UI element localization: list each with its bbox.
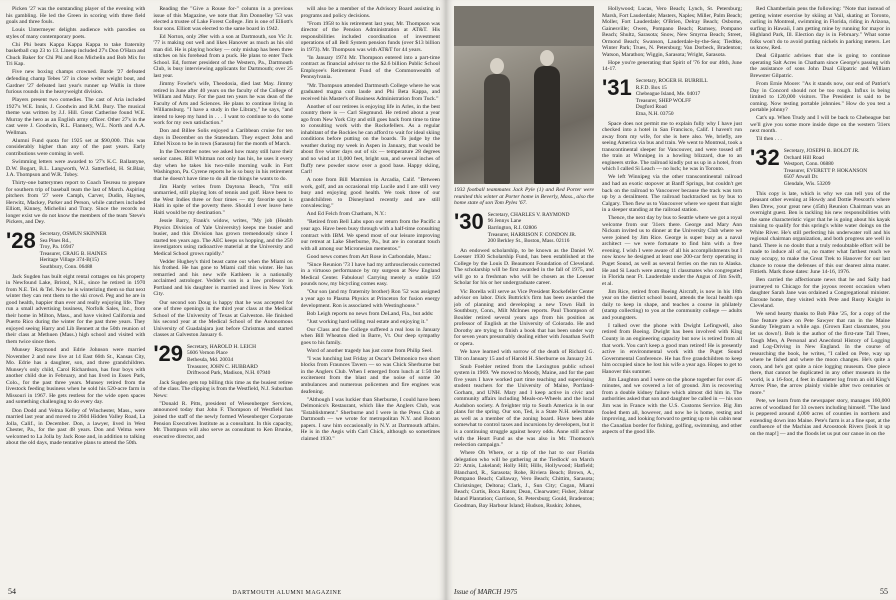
paragraph: Players present two comedies. The cast of Aria included 1927's W.E. Innis, J. Goodwin and R.M. Bury. The musical theme was written by J.J. Hill. Great Catherine found W.E. Murray the hero as an English army officer. Other 27's in the cast were J. Goodwin, R.L. Flannery, W.L. North and A.A. Wellman. xyxy=(6,97,146,136)
right-col-3 xyxy=(750,6,890,576)
paragraph: Alumni Fund quota for 1925 set at $90,000. This was considerably higher than any of the past years. Early contributions were coming in well. xyxy=(6,137,146,157)
class-year: '30 xyxy=(454,208,484,234)
paragraph: We send hearty thanks to Bob Pike '25, for a copy of the fine feature piece on Pete Sawyer that ran in the Maine Sunday Telegram a while ago. (Grown East classmates, you let us down!). Bob is the author of the first-rate Tall Trees, Tough Men, A Personal and Anecdotal History of Logging and Log-Driving in New England. In the course of researching the book, he writes, "I called on Pete, way up where he fished and where the moon changes. He's quite a coon, and he's got quite a nice logging museum. One piece there, that cannot be duplicated in any other museum in the world, is a 16-foot, 4 feet in diameter log from an old King's Arrow Pine, the arrow plainly visible after two centuries or more." xyxy=(750,311,890,396)
magazine-title: DARTMOUTH ALUMNI MAGAZINE xyxy=(232,590,342,596)
paragraph: Chi Phi beats Kappa Kappa Kappa to take fraternity basketball cup 23 to 13. Lineup included 27's Don O'Hara and Chuck Baker for Chi Phi and Ron Michelin and Bob Mix for Tri Kap. xyxy=(6,41,146,68)
paragraph: This copy is late, which is why we can tell you of the pleasant other evening at Howdy and Dottie Prescott's where Ben Drew, your great new (45th) Reunion Chairman was an overnight guest. Ben is tackling his new responsibilities with the same characteristic vigor that he is going about his kayak training to qualify for this spring's white water doings on the White River. He's still perfecting his underwater roll and his regional chairman organization, and both progress are well in hand. There is no doubt that a truly redoubtable effort will be made to induce all of us, no matter what farthest reach we may occupy, to make the Great Trek to Hanover for our last chance to rouse the defenses of this our dearest alma mater. Fittieth. Mark those dates: June 14-16, 1976. xyxy=(750,190,890,276)
officer-line: Troy, Pa. 16947 xyxy=(39,244,74,251)
officer-line: Barrington, R.I. 02806 xyxy=(487,224,537,231)
paragraph: Ed Norton, only 28er with a son at Dartmouth, son Vic Jr. '77 is making out well and likes Hanover as much as his old man did. He is playing hockey — only mishap has been three stitches on his forehead from a puck. He plans to enter Tuck School. Ed, former president of the Western, Pa., Dartmouth Club, is busy interviewing applicants for Dartmouth; over 25 last year. xyxy=(153,33,293,79)
paragraph: Red Chamberlain pens the following: "Note that instead of getting winter exercise by skiing at Vail, skating at Toronto, curling in Montreal, swimming in Florida, riding in Arizona, surfing in Hawaii, I am getting mine by running for mayor in Highland Park, Ill. Election day is in February." What some folks won't do to avoid putting nickels in parking meters. Let us know, Red. xyxy=(750,6,890,52)
paragraph: Pete, we learn from the newspaper story, manages 160,000 acres of woodland for 33 owners including himself. "The land is peppered around 4,000 acres of counties in northern and extending down into Maine. Pete's farm is at a fine spot, at the confluence of the Machias and Aroostook Rivers [look it up on the map!] — and the floods let us put our canoe in on the xyxy=(750,397,890,437)
photo-caption: 1932 football teammates Jack Pyle (1) and Red Porter were reunited this winter at Porter home in Beverly, Mass., also the home state of son Tom Pyles '67. xyxy=(454,187,594,207)
officer-line: 200 Berkley St., Boston, Mass. 02116 xyxy=(487,238,570,245)
class-year: '28 xyxy=(6,228,36,253)
officer-line: 96 Jennys Lane xyxy=(487,218,522,225)
paragraph: will also be a member of the Advisory Board assisting in programs and policy decisions. xyxy=(300,6,440,19)
paragraph: Cat's up. When Trudy and I will be back to Chebeague but we'll give you some more inside dope on the western '31ers next month. xyxy=(750,115,890,135)
officer-line: Treasurer, JOHN C. HUBBARD xyxy=(187,363,258,370)
paragraph: Don and Billee Solis enjoyed a Caribbean cruise for ten days in December on the Statendam. They expect John and Ethel Nixon to be in town (Sarasota) for the month of March. xyxy=(153,128,293,148)
paragraph: Good news comes from Art Rose in Carbondale, Mass.: xyxy=(306,253,432,260)
right-footer xyxy=(454,587,888,596)
officer-line: Sea Pines Rd., xyxy=(39,237,71,244)
paragraph: Snub Foehler retired from the Lexington public school system in 1969. 'We moved to Moody, Maine, and for the past five years I have worked part time teaching and supervising student teachers for the University of Maine, Portland-Gorham, and UNH. Mary and I keep active in civic and community affairs including Meals-on-Wheels and the local Audubon society. A freighter trip to South America is in our plans for the spring. Our son, Ted, is a State N.H. selectman as well as a member of the zoning board. Have been able somewhat to control taxes and incursions by developers, but it is a continuing struggle against heavy odds. Anne still active with the Heart Fund as she was also in Mr. Thomson's reelection campaign." xyxy=(454,363,594,449)
paragraph: Thence, the next day by bus to Seattle where we got a royal welcome from our '31ers there. George and Mary Ann Nickum invited us to dinner at the University Club where we were joined by Jim Rice. George is super busy as a naval architect — we were fortunate to find him with a free evening. I wish I were aware of all his accomplishments but I now know he designed at least one 200-car ferry operating in Puget Sound, as well as several ferries on the run to Alaska. He and Si Leach were among 11 classmates who congregated in Florida near Ft. Lauderdale under the Angus of Jim Swift, et al. xyxy=(602,215,742,287)
class-heading-29 xyxy=(153,340,292,377)
right-page xyxy=(446,0,896,600)
paragraph: Til then . . . xyxy=(756,136,782,143)
class-year: '31 xyxy=(602,74,632,100)
officer-line: Etna, N.H. 03750 xyxy=(635,110,674,117)
paragraph: Five new boxing champs crowned. Barde '27 defeated defending champ Tebes '27 in close welter weight bout, and Gardner '27 defeated last year's runner up Wallis in three furious rounds in the heavyweight division. xyxy=(6,69,146,96)
officer-line: Driftwood Park, Madison, N.H. 07940 xyxy=(187,370,271,377)
paragraph: Jessie Barry, Frank's widow, writes, "My job (Health Physics Division of Yale University) keeps me busier and busier, and this Division has grown tremendously since I started ten years ago. The AEC keeps us hopping, and the 250 investigators using radioactive material at the University and Medical School grows rapidly." xyxy=(153,217,293,257)
paragraph: I talked over the phone with Dwight Lefingwell, also retired from Boeing. Dwight has been involved with King County in an engineering capacity but now is retired from all that work. You can't keep a good man retired! He is presently active in environmental work with the Puget Sound Governmental Conference. He has five grandchildren to keep him occupied since he lost his wife a year ago. Hopes to get to Hanover this summer. xyxy=(602,322,742,375)
paragraph: An endowed scholarship, to be known as the Daniel W. Loesser 1930 Scholarship Fund, has been established at the College by the Louis D. Beaumont Foundation of Cleveland. The scholarship will be first awarded in the fall of 1975, and will go to a freshman who will be chosen as the Loesser Scholar for his or her undergraduate career. xyxy=(454,247,594,287)
paragraph: Don Dodd and Velma Kelley of Winchester, Mass., were married last year and moved to 2604 Hidden Valley Road, La Jolla, Calif., in December. Don, a lawyer, lived in West Chester, Pa., for the past 48 years. Don and Velma were welcomed to La Jolla by Jack Rose and, in addition to talking about the old days, made tentative plans to attend the 50th. xyxy=(6,407,146,447)
paragraph: "Donald R. Pitts, president of Wiesenberger Services, announced today that John F. Thompson of Westfield has joined the staff of the newly formed Wiesenberger Corporate Pension Executives Institute as a consultant. In this capacity, Mr. Thompson will also serve as consultant to Ken Brunke, executive director, and xyxy=(153,400,293,440)
paragraph: From Ernie Moore: "As it stands now, our end of Patriot's Day in Concord should not be too rough. Influx is being limited to 120,000 visitors. The President is said to be coming. Now testing portable johnnies." How do you test a portable johnny? xyxy=(750,81,890,114)
page-number: 54 xyxy=(8,587,16,596)
paragraph: "In January 1974 Mr. Thompson entered into a part-time contract as financial advisor to the $2.6 billion Public School Employee's Retirement Fund of the Commonwealth of Pennsylvania. xyxy=(300,54,440,81)
paragraph: Jack Sugden has built eight rental cottages on his property in Newfound Lake, Bristol, N.H., since he retired in 1970 from N.E. Tel. & Tel. Now he is winterizing them so that next winter they can rent them to the ski crowd. Peg and he are in good health, happier than ever and really enjoying life. They run a small advertising business, Norfolk Sales, Inc., from their home in Milton, Mass., and have visited California and Puerto Rico during the winter for the past three years. They enjoyed seeing Harry and Lib Bennett at the 50th reunion of their class at Methuen (Mass.) high school and visited with them twice since then. xyxy=(6,273,146,346)
paragraph: Ben carried the affectionate news that he and Sally had journeyed to Chicago for the joyous recent occasion when daughter Sarah Jane was ordained a Congregational minister. Enroute home, they visited with Pete and Rusty Knight in Cleveland. xyxy=(750,277,890,310)
issue-date: Issue of MARCH 1975 xyxy=(454,588,518,596)
officer-line: Secretary, ROGER H. BURRILL xyxy=(635,77,708,84)
paragraph: We left Winnipeg via the other transcontinental railroad and had an exotic stopover at Banff Springs, but couldn't get back on the railroad to Vancouver because the track was torn up by a derailment. The railroad backtracked us by bus to Calgary. Then flew us to Vancouver where we spent that night in a sleeper standing at the railroad station. xyxy=(602,174,742,214)
paragraph: "Retired from Bell Labs upon our return from the Pacific a year ago. Have been busy through with a half-time consulting contract with IBM. We spend most of our leisure improving our retreat at Lake Sherburne, Pa., but are in constant touch with all among our Micronesian mementos." xyxy=(300,219,440,252)
class-year: '29 xyxy=(153,340,184,366)
paragraph: "Our son (and my fraternity brother) Ron '52 was assigned a year ago to Plasma Physics at Princeton for fusion energy development. Ron is associated with Westinghouse." xyxy=(300,289,440,309)
class-officers xyxy=(40,230,107,271)
paragraph: Bob Leigh reports no news from DeLand, Fla., but adds: xyxy=(306,310,434,317)
paragraph: Another of our retirees is enjoying life in Arles, in the best country there is — Carl Siegmund. He retired about a year ago from New York City and still goes back from time to time to consulting work with the Rockefellers. As a regular inhabitant of the Rockies he can afford to wait for ideal skiing conditions before putting on the boards. To judge by the weather during my week in Aspen in January, that would be about five winter days out of six — temperature 28 degrees and no wind at 11,000 feet, bright sun, and several inches of fluffy new powder snow over a good base. Happy skiing, Carl! xyxy=(300,103,440,176)
officer-line: Chebeague Island, Me. 04017 xyxy=(635,91,701,98)
paragraph: Jimmy Fowler's wife, Theodosia, died last May. Jimmy retired in June after 40 years on the faculty of the College of William and Mary. For the past ten years he was dean of the Faculty of Arts and Sciences. He plans to continue living in Williamsburg. "I have a study in the Library," he says, "and intend to keep my hand in . . . I want to continue to do some work for my own satisfaction." xyxy=(153,81,293,127)
paragraph: We have learned with sorrow of the death of Richard G. Tilt on January 15 and of Harold H. Sherburne on January 24. xyxy=(454,348,594,362)
officer-line: Southbury, Conn. 06488 xyxy=(39,263,93,270)
officer-line: Secretary, CHARLES V. RAYMOND xyxy=(487,211,570,218)
left-col-2 xyxy=(153,6,292,576)
officer-line: Treasurer, CRAIG B. HAINES xyxy=(39,250,107,257)
class-officers xyxy=(488,211,577,245)
left-page xyxy=(0,0,446,600)
paragraph: Vedder Hughey's third beast came out when the Miami on his frothed. He has gone to Miami calf this winter. He has remarried and his new wife Kathleen is a nationally acclaimed astrologer. Vedder's son is a law professor in Portland and his daughter is married and lives in New York City. xyxy=(153,258,293,298)
officer-line: Secretary, JOSEPH B. BOLDT JR. xyxy=(783,147,860,154)
class-officers xyxy=(636,77,708,118)
paragraph: Where Oh Where, or a tip of the hat to our Florida delegation who will be gathering at the Tiedlock' on March 22: Amis, Lakeland; Holly Hill; Hills, Hollywood; Hatfield; Blanchard, R., Sarasota; Rohe, Riviera Beach; Brown, A., Pompano Beach; Callaway, Vero Beach; Chittim, Sarasota; Christsinger, Deltona; Clark, J., Sun City; Cogan, Miami Beach; Curtis, Boca Raton; Dean, Clearwater; Fisher, Jolmar Island Plantation; Garrison, St. Petersburg; Gould, Bradenton; Goodman, Bay Harbour Island; Hudson, Ruskin; Johnes, xyxy=(454,450,594,509)
class-heading-31 xyxy=(602,74,742,118)
paragraph: Jim Hardy writes from Daytona Beach, "I'm still unmarried, still playing lots of tennis and golf. Have been to the West Indies three or four times — my favorite spot is Haiti in spite of the poverty there. Should I ever leave here Haiti would be my destination." xyxy=(153,183,293,216)
class-heading-30 xyxy=(454,208,594,245)
officer-line: R.F.D. Box 15 xyxy=(635,84,667,91)
paragraph: Munsey Raymond and Edrie Johnson were married November 2 and now live at 14 East 66th St., Kansas City, Mo. Edrie has a daughter, son, and three grandchildren. Munsey's only child, Carol Richardson, has four boys with another child due in February, and has lived in Essex Park, Colo., for the past three years. Munsey retired from the livestock feeding business when he sold his 520-acre farm in Missouri in 1967. He gets restless for the wide open spaces and something challenging to do every day. xyxy=(6,347,146,406)
officer-line: 6507 Atwall Dr. xyxy=(783,174,819,181)
paragraph: Reading the "Give a Rouse for-" column in a previous issue of this Magazine, we note that Jim Donnelley '53 was elected a trustee of Lake Forest College. Jim is one of Elliott's four sons. Elliott was elected to the same board in 1942. xyxy=(153,6,293,32)
left-footer xyxy=(8,587,438,596)
paragraph: Jim Rice, retired from Boeing Aircraft, is now in his 18th year on the district school board, attends the local health spa daily to keep in shape, and teaches a course in philately (stamp collecting) to you at the community college — adults and youngsters. xyxy=(602,288,742,321)
officer-line: Westport, Conn. 06880 xyxy=(783,161,834,168)
paragraph: Louis Untermeyer delights audience with parodies on styles of many contemporary poets. xyxy=(6,27,146,40)
class-year: '32 xyxy=(750,144,780,170)
paragraph: Jim Laughton and I were on the phone together for over 45 minutes, and we covered a lot of ground. Jim is recovering from a double kidney failure which almost did him in. The authorities asked that son and daughter be called in — his son Jim was in France with the U.S. Customs Service. Big Jim fooled them all, however, and now he is home, resting and improving, and looking forward to getting up to his cabin near the Canadian border for fishing, golfing, swimming, and other aspects of the good life. xyxy=(602,376,742,436)
paragraph: In the December notes we asked how many still have their senior canes. Bill Whitman not only has his, he uses it every day when he takes his two-mile morning walk in Fort Washington, Pa. Cyrene reports he is so busy in his retirement that he doesn't have time to do all the things he wants to do. xyxy=(153,149,293,182)
class-heading-32 xyxy=(750,144,890,188)
officer-line: Treasurer, SHEP WOLFF xyxy=(635,97,692,104)
left-columns xyxy=(6,6,440,576)
officer-line: Secretary, HAROLD H. LEICH xyxy=(187,343,256,350)
paragraph: Space does not permit me to explain fully why I have just checked into a hotel in San Francisco, Calif. I haven't run away from my wife, for she is here also. We, briefly, are seeing America via bus and train. We went to Montreal, took a transcontinental sleeper for Vancouver, and were tossed off the train at Winnipeg in a howling blizzard, due to an engineers strike. The railroad kindly put us up in a hotel, from which I called Si Leach — no luck; he was in Toronto. xyxy=(602,120,742,173)
paragraph: Hope you're generating that Spirit of '76 for our 46th, June 14-17. xyxy=(602,59,742,73)
officer-line: Dogford Road xyxy=(635,104,667,111)
right-columns xyxy=(454,6,890,576)
paragraph: Our second son Doug is happy that he was accepted for one of three openings in the third year class at the Medical School of the University of Texas at Galveston. He finished his second year at the Medical School of the Autonomous University of Guadalajara just before Christmas and started classes at Galveston January 6. xyxy=(153,299,293,339)
left-col-1 xyxy=(6,6,145,576)
officer-line: Heritage Village 374-B(15) xyxy=(39,257,99,264)
officer-line: Treasurer, EVERETT P. HOKANSON xyxy=(783,167,868,174)
paragraph: Thirty-one batterymen report to Coach Tesreau to prepare for southern trip of baseball team the last of March. Aspiring pitchers from '27 were Camph, Carver, Dudin, Haynes, Herwitz, Mackey, Parker and Person, while catchers included Elliott, Kinney, Michelini and Tracy. Since the records no longer exist we do not know the members of the team 'Steve's Pickers, and Dey. xyxy=(6,180,146,226)
paragraph: Vic Borella will serve as Vice President Rockefeller Center advisor on labor. Dick Buttrick's firm has been awarded the job of planning and developing a new Town Hall in Southbury, Conn., Milt McInnes reports. Paul Thompson of Boulder retired several years ago from his position as professor of English at the University of Colorado. He and Dorothy are trying to finish a book that has been under way for seven years presumably dealing either with Jonathan Swift or opera. xyxy=(454,288,594,347)
paragraph: Our Class and the College suffered a real loss in January when Bill Wheaton died in Barre, Vt. Our deep sympathy goes to his family. xyxy=(300,326,440,346)
paragraph: "Although I was luckier than Sherburne, I could have been Delmonico's Restaurant, which like the Anglers Club, was "Establishment." Sherburne and I were in the Press Club at Dartmouth — we wrote for metropolitan N.Y. and Boston papers. I saw him occasionally in N.Y. at Dartmouth affairs. He is in the Aegis with Carl Chick, although so sometimes claimed 1930." xyxy=(300,396,440,442)
officer-line: 5606 Vernon Place xyxy=(187,350,228,357)
page-number: 55 xyxy=(880,587,888,596)
paragraph: Picken '27 was the outstanding player of the evening with his gambling. He led the Green in scoring with three field goals and three fouls. xyxy=(6,6,146,26)
paragraph: "Just working hard selling real estate and enjoying it." xyxy=(306,318,428,325)
paragraph: A note from Bill Marmion in Arcadia, Calif. "Between work, golf, and an occasional trip Lucile and I are still very busy and enjoying good health. We took three of our grandchildren to Disneyland recently and are still convalescing." xyxy=(300,177,440,210)
officer-line: Treasurer, HARRISON F. CONDON JR. xyxy=(487,231,577,238)
paragraph: Hollywood; Lucas, Vero Beach; Lynch, St. Petersburg; Marsh, Fort Lauderdale; Masters, Naples; Miller, Palm Beach; Moller, Fort Lauderdale; O'Brien, Delray Beach; Osborne, Gainesville; Owen, Pompano Beach; Ramsey, Pompano Beach; Shultz, Sarasota; Snow, New Smyrna Beach; Street, Ormond Beach; Swanson, Lauderdale-by-the-Sea; Tiedtke, Winter Park; Trues, N. Petersburg; Van Dorbeck, Bradenton; Watson, Marathon; Wiggin, Sarasota; Wright, Sarasota. xyxy=(602,6,742,58)
paragraph: "I was lunching last Friday at Oscar's Delmonico two short blocks from Fraunces Tavern — so was Chick Sherburne but in the Anglers Club. When I emerged from lunch at 1:50 the excitement from the blast and the noise of some 30 ambulances and numerous policemen and fire engines was deafening. xyxy=(300,355,440,395)
paragraph: Word of another tragedy has just come from Philip Seel. xyxy=(306,347,433,354)
reunion-photo xyxy=(454,6,594,184)
paragraph: Deal Gilpatric advises that she is going to continue operating Salt Acres in Chatham since George's passing with the assistance of sons John Dual Gilpatric and William Brewster Gilpatric. xyxy=(750,53,890,79)
right-col-2 xyxy=(602,6,742,576)
paragraph: "From 1958 to his retirement last year, Mr. Thompson was director of the Pension Administration at AT&T. His responsibilities included coordination of investment operations of all Bell System pension funds (over $13 billion in 1973). Mr. Thompson was with AT&T for 44 years. xyxy=(300,20,440,53)
officer-line: Glendale, Wis. 53209 xyxy=(783,180,831,187)
paragraph: "Mr. Thompson attended Dartmouth College where he was graduated magna cum laude and Phi Beta Kappa, and received his Master's of Business Administration from Tuck." xyxy=(300,82,440,102)
paragraph: And Ed Felch from Chatham, N.Y.: xyxy=(306,211,387,218)
class-heading-28 xyxy=(6,230,145,271)
paragraph: "Since Reunion '73 I have had my arthrosclerosis corrected in a virtuoso performance by my surgeon at New England Medical Center. Fabulous! Carrying merely a stable 159 pounds now, my bicycling comes easy. xyxy=(300,261,440,288)
paragraph: Swimming letters were awarded to '27's K.C. Ballantyne, D.W. Bogart, B.L. Langworth, W.J. Satterfield, H. St.Blair, J.A. Thompson and W.R. Tobey. xyxy=(6,159,146,179)
officer-line: Orchard Hill Road xyxy=(783,154,824,161)
officer-line: Secretary, OSMUN SKINNER xyxy=(39,231,107,237)
right-col-1 xyxy=(454,6,594,576)
officer-line: Bethesda, Md. 20034 xyxy=(187,356,234,363)
paragraph: Jack Sugden gets top billing this time as the busiest retiree of the class. The clipping is from the Westfield, N.J. Suburban News: xyxy=(153,379,293,399)
class-officers xyxy=(784,147,868,188)
class-officers xyxy=(187,343,270,377)
left-col-3 xyxy=(301,6,440,576)
